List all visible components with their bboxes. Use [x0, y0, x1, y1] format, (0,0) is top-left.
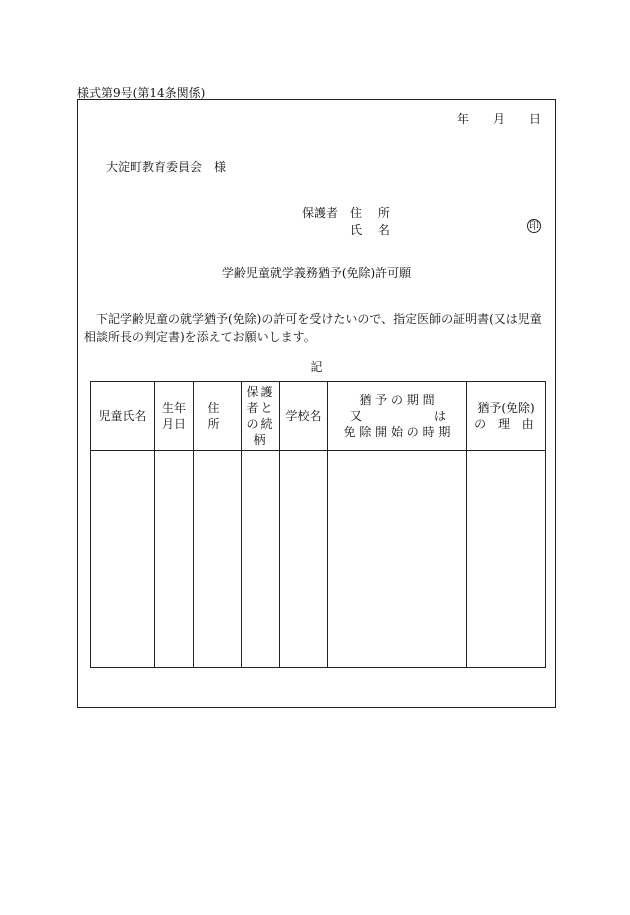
- header-reason: 猶予(免除) の 理 由: [467, 382, 546, 451]
- header-child-name: 児童氏名: [91, 382, 155, 451]
- cell-birth-date[interactable]: [155, 451, 194, 668]
- form-number-label: 様式第9号(第14条関係): [77, 86, 206, 100]
- date-day: 日: [528, 112, 541, 126]
- header-birth-date: 生年月日: [155, 382, 194, 451]
- seal-mark-icon: 印: [529, 221, 539, 232]
- document-title: 学齢児童就学義務猶予(免除)許可願: [221, 266, 412, 280]
- cell-relation[interactable]: [242, 451, 280, 668]
- application-form-frame: [77, 99, 556, 708]
- guardian-title: 保護者: [302, 206, 339, 220]
- child-info-table: [90, 381, 546, 668]
- header-relation: 保護者との続柄: [242, 382, 280, 451]
- ki-heading: 記: [310, 360, 323, 374]
- date-year: 年: [457, 112, 470, 126]
- cell-address[interactable]: [194, 451, 242, 668]
- header-period: 猶 予 の 期 間 又 は 免 除 開 始 の 時 期: [328, 382, 467, 451]
- table-row: [91, 451, 546, 668]
- date-line: [457, 110, 541, 127]
- guardian-address-label: 住 所: [350, 206, 396, 220]
- cell-child-name[interactable]: [91, 451, 155, 668]
- header-school: 学校名: [280, 382, 328, 451]
- table-header-row: [91, 382, 546, 451]
- request-body-text: 下記学齢児童の就学猶予(免除)の許可を受けたいので、指定医師の証明書(又は児童相談所長の判定書)を添えてお願いします。: [84, 312, 542, 344]
- date-month: 月: [492, 112, 505, 126]
- header-address: 住 所: [194, 382, 242, 451]
- guardian-name-label: 氏 名: [350, 223, 396, 237]
- addressee: 大淀町教育委員会 様: [106, 160, 227, 174]
- cell-school[interactable]: [280, 451, 328, 668]
- cell-reason[interactable]: [467, 451, 546, 668]
- cell-period[interactable]: [328, 451, 467, 668]
